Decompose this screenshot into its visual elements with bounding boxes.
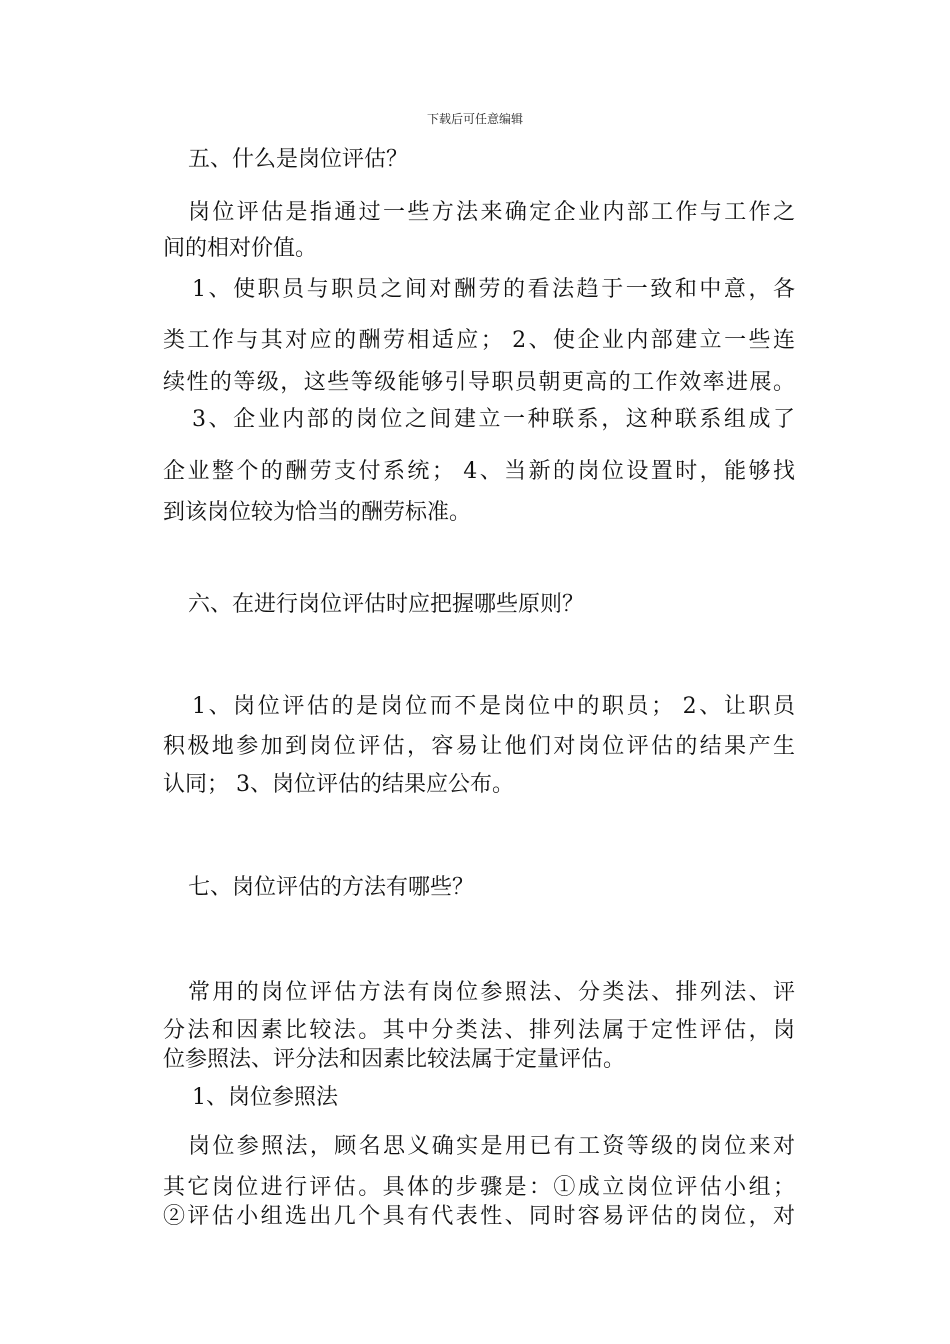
paragraph-line: 续性的等级，这些等级能够引导职员朝更高的工作效率进展。	[163, 370, 795, 395]
paragraph-line: 位参照法、评分法和因素比较法属于定量评估。	[163, 1047, 626, 1072]
header-note: 下载后可任意编辑	[426, 112, 523, 126]
paragraph-line: 类工作与其对应的酬劳相适应； 2、使企业内部建立一些连	[163, 328, 795, 353]
section-heading-7: 七、岗位评估的方法有哪些？	[188, 875, 475, 900]
paragraph-line: 分法和因素比较法。其中分类法、排列法属于定性评估，岗	[163, 1018, 795, 1043]
paragraph-line: 3、企业内部的岗位之间建立一种联系，这种联系组成了	[192, 407, 795, 432]
paragraph-line: 岗位参照法，顾名思义确实是用已有工资等级的岗位来对	[188, 1134, 795, 1159]
paragraph-line: 间的相对价值。	[163, 236, 318, 261]
paragraph-line: 1、使职员与职员之间对酬劳的看法趋于一致和中意，各	[192, 277, 795, 302]
paragraph-line: 积极地参加到岗位评估，容易让他们对岗位评估的结果产生	[163, 734, 795, 759]
subsection-heading: 1、岗位参照法	[192, 1085, 338, 1110]
paragraph-line: 企业整个的酬劳支付系统； 4、当新的岗位设置时，能够找	[163, 459, 795, 484]
paragraph-line: 其它岗位进行评估。具体的步骤是：①成立岗位评估小组；	[163, 1175, 795, 1200]
paragraph-line: 常用的岗位评估方法有岗位参照法、分类法、排列法、评	[188, 980, 795, 1005]
paragraph-line: 认同； 3、岗位评估的结果应公布。	[163, 772, 514, 797]
section-heading-6: 六、在进行岗位评估时应把握哪些原则？	[188, 592, 585, 617]
paragraph-line: 到该岗位较为恰当的酬劳标准。	[163, 500, 472, 525]
section-heading-5: 五、什么是岗位评估？	[188, 147, 409, 172]
paragraph-line: 1、岗位评估的是岗位而不是岗位中的职员； 2、让职员	[192, 694, 795, 719]
paragraph-line: ②评估小组选出几个具有代表性、同时容易评估的岗位，对	[163, 1204, 795, 1229]
paragraph-line: 岗位评估是指通过一些方法来确定企业内部工作与工作之	[188, 200, 795, 225]
